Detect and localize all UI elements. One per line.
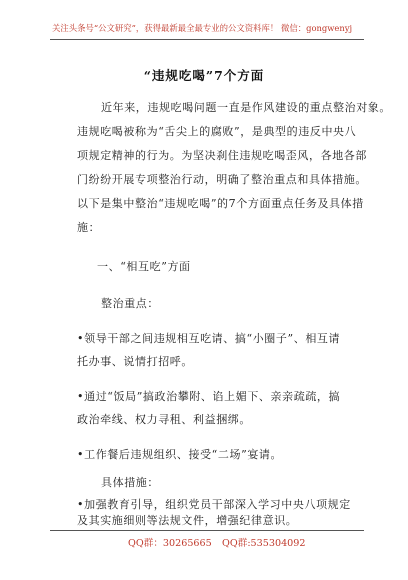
header-notice: 关注头条号“公文研究”，获得最新最全最专业的公文资料库！ 微信：gongwenyj xyxy=(52,23,353,33)
list-item: 托办事、说情打招呼。 xyxy=(77,355,193,368)
body-line: 施： xyxy=(77,221,101,234)
list-item: •加强教育引导，组织党员干部深入学习中央八项规定 xyxy=(77,498,351,511)
list-item: •通过“饭局”搞政治攀附、谄上媚下、亲亲疏疏，搞 xyxy=(77,390,341,403)
body-line: 违规吃喝被称为“舌尖上的腐败”，是典型的违反中央八 xyxy=(77,125,357,138)
body-line: 门纷纷开展专项整治行动，明确了整治重点和具体措施。 xyxy=(77,173,367,186)
body-line: 项规定精神的行为。为坚决刹住违规吃喝歪风，各地各部 xyxy=(77,149,367,162)
subheading: 具体措施： xyxy=(101,476,159,489)
list-item: 及其实施细则等法规文件，增强纪律意识。 xyxy=(77,514,298,527)
body-line: 近年来，违规吃喝问题一直是作风建设的重点整治对象。 xyxy=(101,101,391,114)
subheading: 整治重点： xyxy=(101,297,159,310)
footer-divider xyxy=(50,530,364,531)
document-title: “违规吃喝”7个方面 xyxy=(143,68,265,83)
body-line: 以下是集中整治“违规吃喝”的7个方面重点任务及具体措 xyxy=(77,197,364,210)
list-item: •工作餐后违规组织、接受“二场”宴请。 xyxy=(77,448,283,461)
list-item: •领导干部之间违规相互吃请、搞“小圈子”、相互请 xyxy=(77,332,341,345)
footer-qq-group-1: QQ群：30265665 xyxy=(128,538,212,549)
section-heading: 一、“相互吃”方面 xyxy=(97,260,191,273)
header-divider xyxy=(50,39,364,40)
footer-qq-group-2: QQ群:535304092 xyxy=(222,538,306,549)
list-item: 政治牵线、权力寻租、利益捆绑。 xyxy=(77,413,251,426)
